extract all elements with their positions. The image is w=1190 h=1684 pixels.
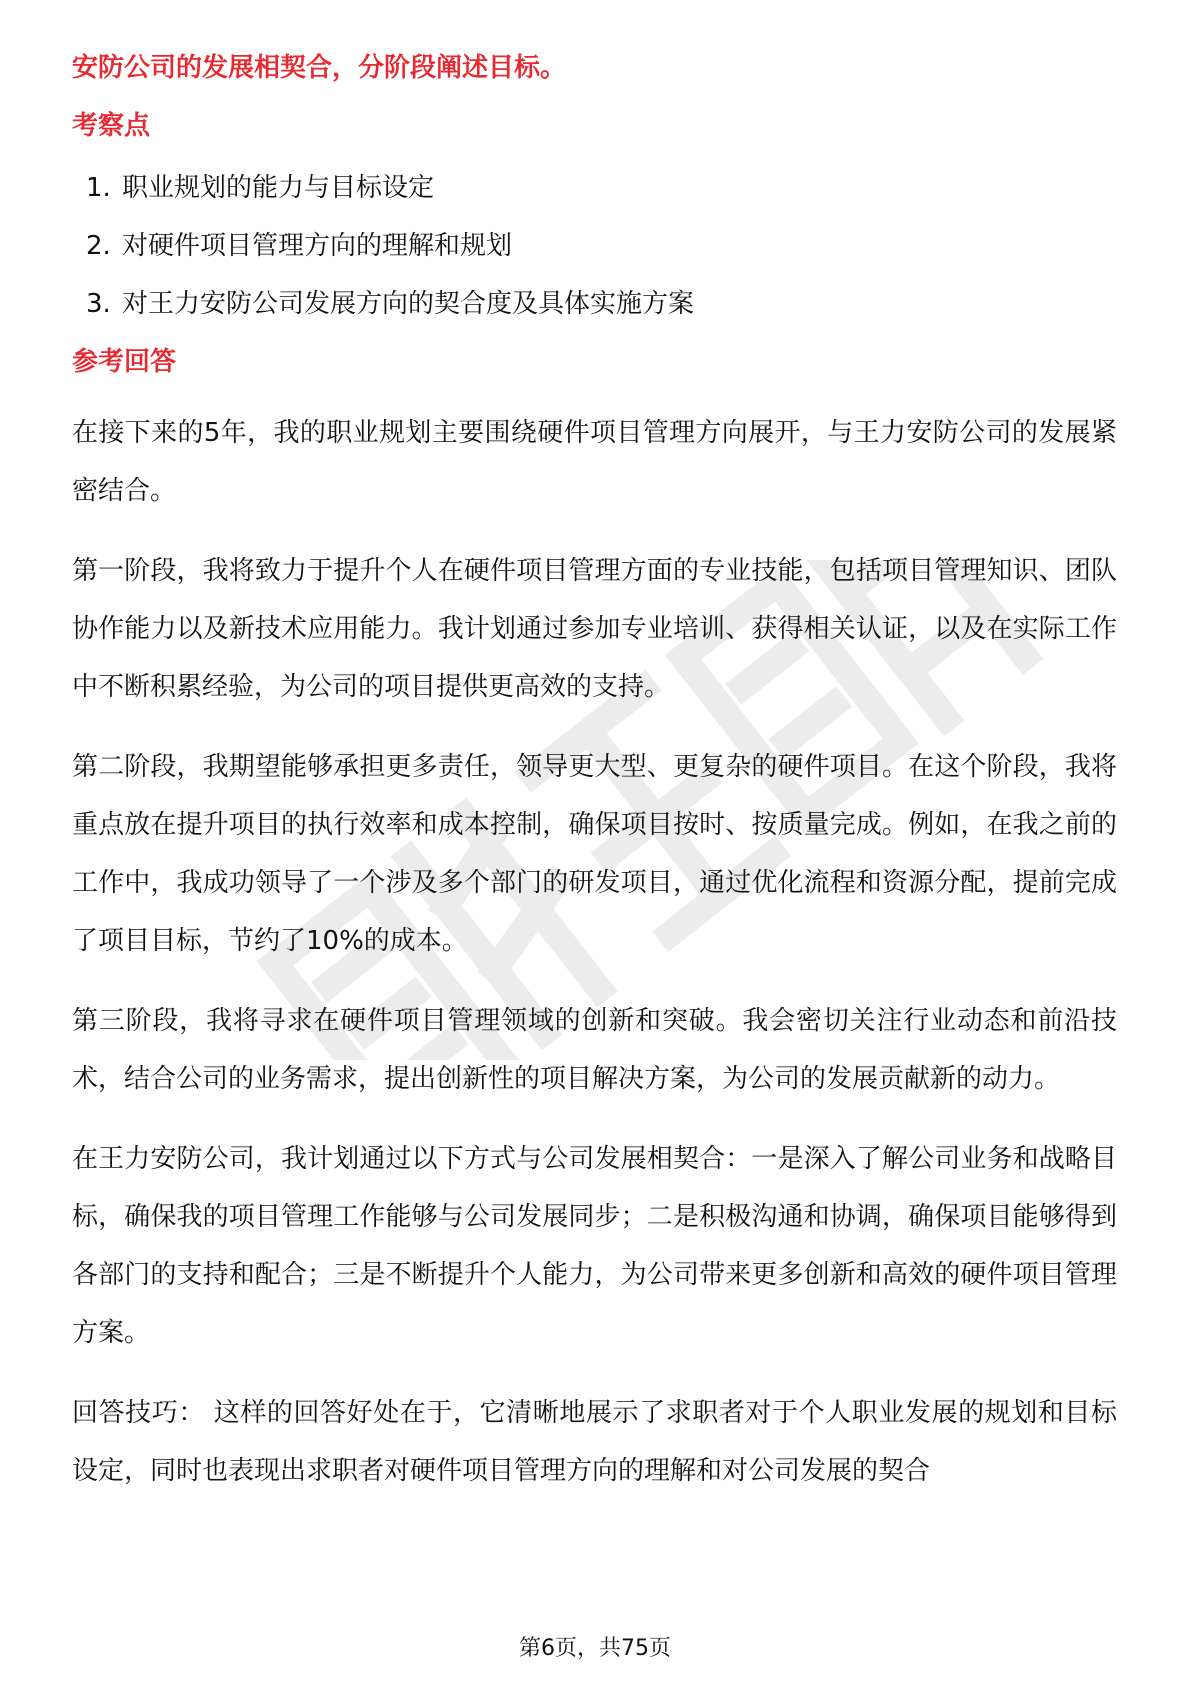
list-item-text: 对硬件项目管理方向的理解和规划 <box>122 231 513 261</box>
list-item-number: 3. <box>86 289 111 319</box>
answer-paragraph-stage-2: 第二阶段，我期望能够承担更多责任，领导更大型、更复杂的硬件项目。在这个阶段，我将重点放在提升项目的执行效率和成本控制，确保项目按时、按质量完成。例如，在我之前的工作中，我成功领导了一个涉及多个部门的研发项目，通过优化流程和资源分配，提前完成了项目目标，节约了10%的成本。 <box>72 752 1117 956</box>
points-list <box>72 168 1117 324</box>
list-item <box>72 284 1117 324</box>
page-number-footer: 第6页，共75页 <box>519 1636 671 1661</box>
list-item-number: 2. <box>86 231 111 261</box>
answer-tips-paragraph: 回答技巧： 这样的回答好处在于，它清晰地展示了求职者对于个人职业发展的规划和目标设定，同时也表现出求职者对硬件项目管理方向的理解和对公司发展的契合 <box>72 1398 1117 1486</box>
answer-paragraph-alignment: 在王力安防公司，我计划通过以下方式与公司发展相契合：一是深入了解公司业务和战略目标，确保我的项目管理工作能够与公司发展同步；二是积极沟通和协调，确保项目能够得到各部门的支持和配合；三是不断提升个人能力，为公司带来更多创新和高效的硬件项目管理方案。 <box>72 1144 1117 1348</box>
list-item <box>72 226 1117 266</box>
answer-paragraph-intro: 在接下来的5年，我的职业规划主要围绕硬件项目管理方向展开，与王力安防公司的发展紧密结合。 <box>72 418 1117 506</box>
question-tail-text: 安防公司的发展相契合，分阶段阐述目标。 <box>72 53 567 83</box>
answer-heading: 参考回答 <box>72 347 177 377</box>
list-item-text: 对王力安防公司发展方向的契合度及具体实施方案 <box>122 289 695 319</box>
answer-paragraph-stage-3: 第三阶段，我将寻求在硬件项目管理领域的创新和突破。我会密切关注行业动态和前沿技术，结合公司的业务需求，提出创新性的项目解决方案，为公司的发展贡献新的动力。 <box>72 1006 1117 1094</box>
list-item-number: 1. <box>86 173 111 203</box>
answer-paragraph-stage-1: 第一阶段，我将致力于提升个人在硬件项目管理方面的专业技能，包括项目管理知识、团队协作能力以及新技术应用能力。我计划通过参加专业培训、获得相关认证，以及在实际工作中不断积累经验，为公司的项目提供更高效的支持。 <box>72 556 1117 702</box>
list-item <box>72 168 1117 208</box>
document-content <box>72 48 1117 1500</box>
points-heading: 考察点 <box>72 111 151 141</box>
list-item-text: 职业规划的能力与目标设定 <box>122 173 435 203</box>
